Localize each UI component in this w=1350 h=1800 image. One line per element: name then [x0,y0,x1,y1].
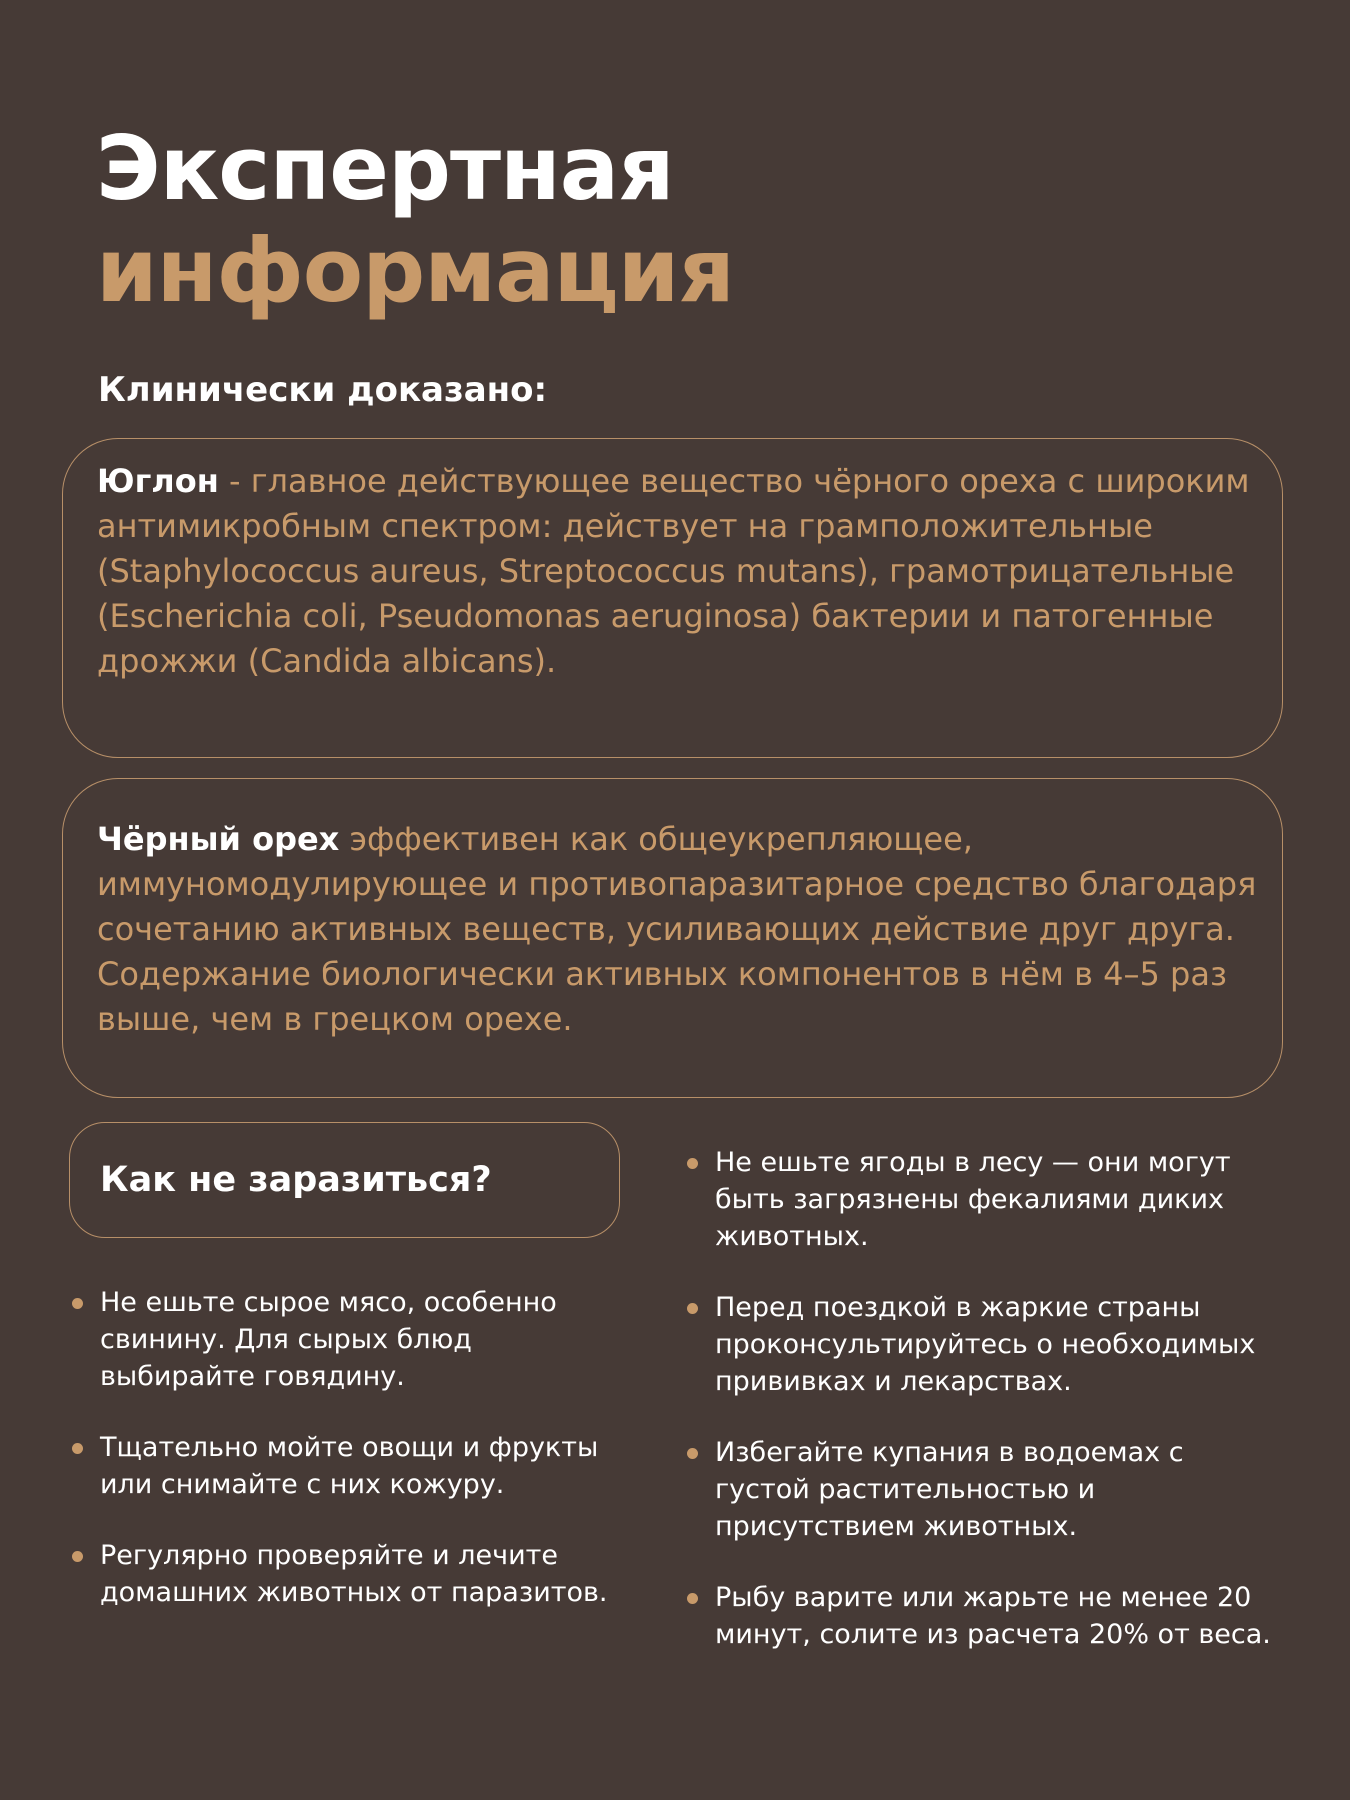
tips-list-right [685,1144,1285,1687]
question-heading-box [69,1122,620,1238]
card-lead: Чёрный орех [97,820,340,858]
card-body: - главное действующее вещество чёрного ореха с широким антимикробным спектром: действует на грамположительные (Staphylococcus aureus, Streptococcus mutans), грамотрицательные (Escherichia coli, Pseudomonas aeruginosa) бактерии и патогенные дрожжи (Candida albicans). [97,462,1250,680]
list-item [70,1284,630,1395]
bullet-dot-icon [72,1298,83,1309]
page-title [96,118,734,322]
info-card-black-walnut [62,778,1283,1098]
bullet-dot-icon [687,1593,698,1604]
list-item-text: Не ешьте сырое мясо, особенно свинину. Для сырых блюд выбирайте говядину. [100,1287,557,1392]
list-item-text: Рыбу варите или жарьте не менее 20 минут, солите из расчета 20% от веса. [715,1582,1271,1650]
bullet-dot-icon [687,1448,698,1459]
list-item-text: Избегайте купания в водоемах с густой растительностью и присутствием животных. [715,1437,1184,1542]
title-line-2: информация [96,219,734,322]
bullet-dot-icon [72,1551,83,1562]
card-lead: Юглон [97,462,219,500]
list-item-text: Не ешьте ягоды в лесу — они могут быть загрязнены фекалиями диких животных. [715,1147,1231,1252]
list-item [685,1579,1285,1653]
bullet-dot-icon [687,1158,698,1169]
bullet-dot-icon [72,1443,83,1454]
list-item-text: Тщательно мойте овощи и фрукты или снимайте с них кожуру. [100,1432,599,1500]
question-heading: Как не заразиться? [100,1160,492,1200]
list-item [70,1429,630,1503]
list-item [685,1289,1285,1400]
list-item-text: Перед поездкой в жаркие страны проконсультируйтесь о необходимых прививках и лекарствах. [715,1292,1256,1397]
section-subheading: Клинически доказано: [98,370,548,410]
list-item [685,1144,1285,1255]
tips-list-left [70,1284,630,1645]
list-item [685,1434,1285,1545]
card-body: эффективен как общеукрепляющее, иммуномодулирующее и противопаразитарное средство благодаря сочетанию активных веществ, усиливающих действие друг друга. Содержание биологически активных компонентов в нём в 4–5 раз выше, чем в грецком орехе. [97,820,1257,1038]
bullet-dot-icon [687,1303,698,1314]
info-card-juglone [62,438,1283,758]
title-line-1: Экспертная [96,117,674,220]
list-item [70,1537,630,1611]
list-item-text: Регулярно проверяйте и лечите домашних животных от паразитов. [100,1540,608,1608]
